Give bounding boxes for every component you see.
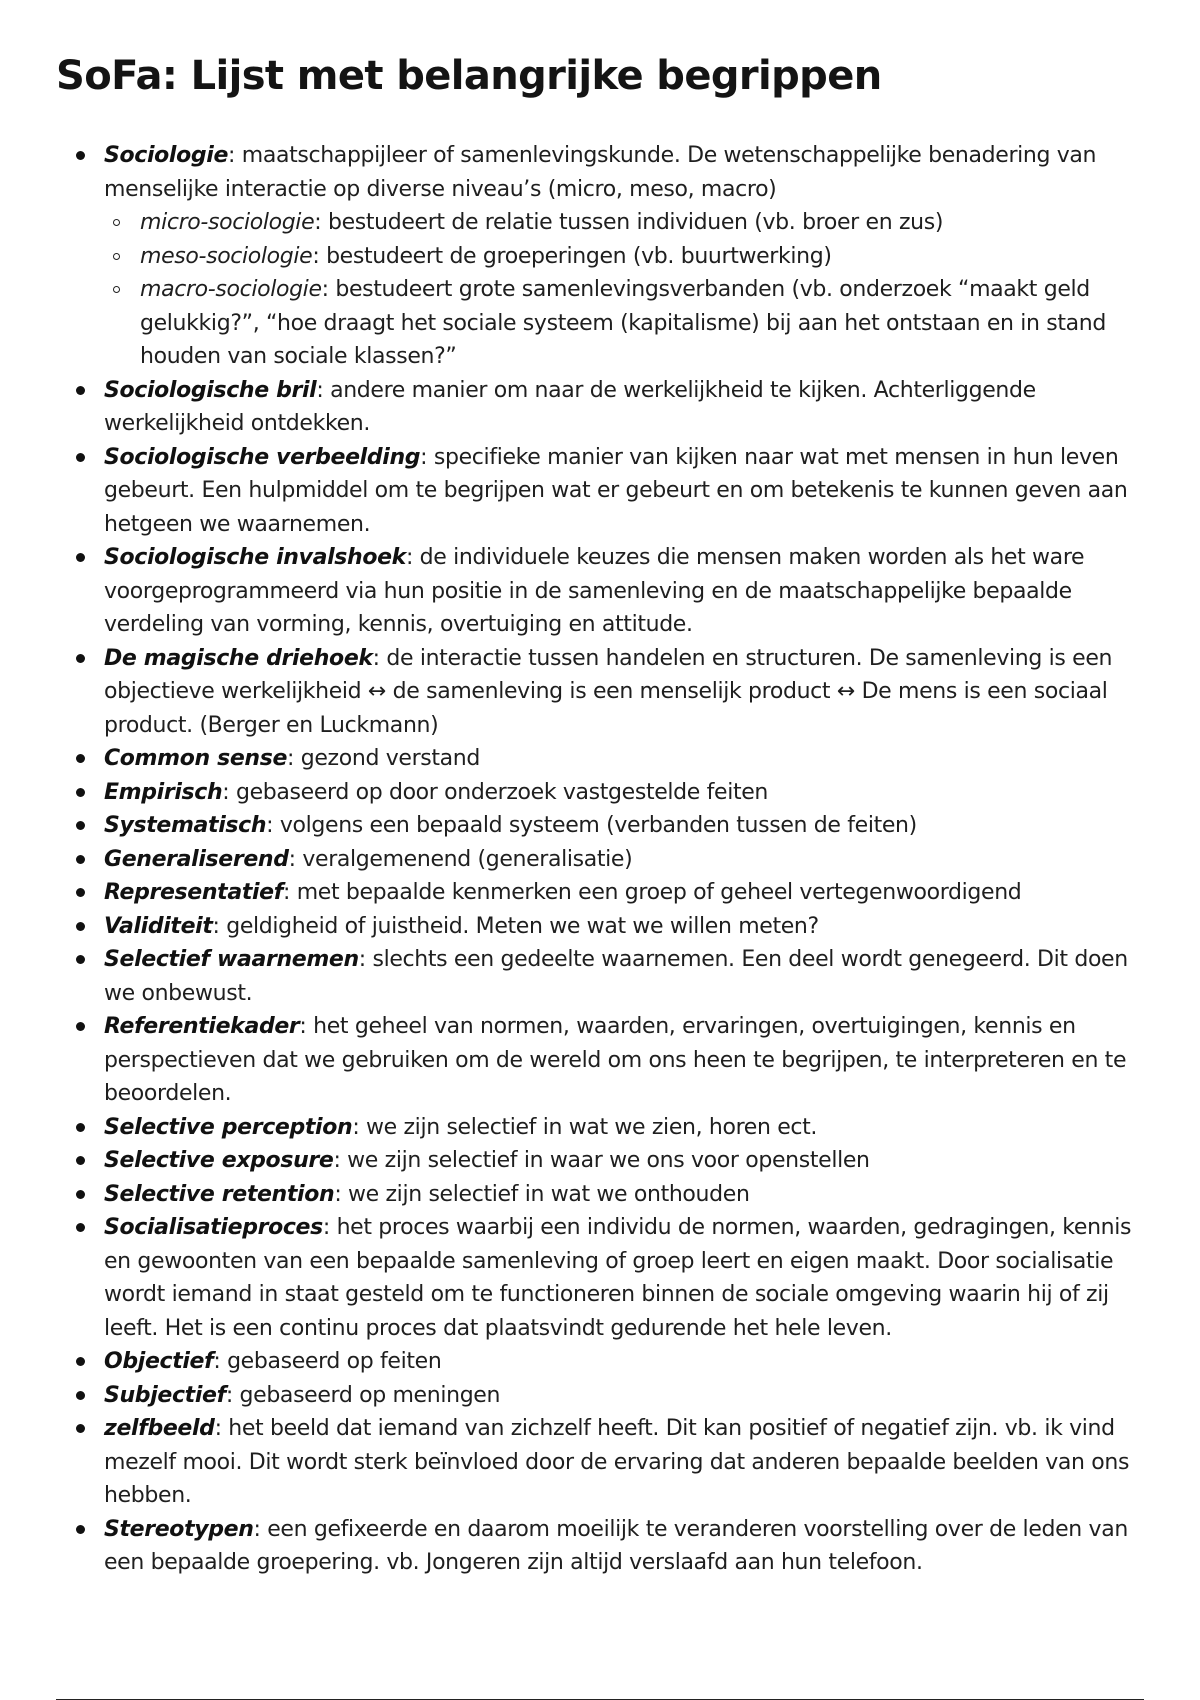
- bullet-icon: [76, 654, 85, 663]
- bullet-icon: [76, 1357, 85, 1366]
- term-label: Empirisch: [104, 779, 223, 805]
- term-label: De magische driehoek: [104, 645, 373, 671]
- bullet-icon: [76, 386, 85, 395]
- term-definition: : slechts een gedeelte waarnemen. Een deel wordt genegeerd. Dit doen we onbewust.: [104, 947, 1128, 1006]
- list-item: [58, 374, 1148, 441]
- bullet-icon: [76, 754, 85, 763]
- list-item: [58, 139, 1148, 374]
- term-definition: : met bepaalde kenmerken een groep of geheel vertegenwoordigend: [282, 880, 1022, 905]
- term-definition: : we zijn selectief in wat we onthouden: [334, 1181, 750, 1207]
- bullet-icon: [76, 1156, 85, 1165]
- term-definition: : het proces waarbij een individu de normen, waarden, gedragingen, kennis en gewoonten van een bepaalde samenleving of groep leert en eigen maakt. Door socialisatie wordt iemand in staat gesteld om te functioneren binnen de sociale omgeving waarin hij of zij leeft. Het is een continu proces dat plaatsvindt gedurende het hele leven.: [104, 1215, 1132, 1341]
- bullet-icon: [76, 453, 85, 462]
- term-definition: : gezond verstand: [287, 746, 480, 771]
- term-definition: : specifieke manier van kijken naar wat met mensen in hun leven gebeurt. Een hulpmiddel om te begrijpen wat er gebeurt en om betekenis te kunnen geven aan hetgeen we waarnemen.: [104, 444, 1128, 537]
- list-item: [58, 1144, 1148, 1178]
- list-item: [58, 910, 1148, 944]
- bullet-icon: [76, 922, 85, 931]
- term-label: Subjectief: [104, 1382, 226, 1408]
- sub-list-item: [104, 240, 1148, 274]
- sub-term-label: macro-sociologie: [140, 277, 322, 302]
- hollow-bullet-icon: [113, 253, 120, 260]
- term-label: Generaliserend: [104, 846, 289, 872]
- terms-list: [58, 139, 1148, 1580]
- bullet-icon: [76, 1123, 85, 1132]
- term-label: Systematisch: [104, 813, 267, 838]
- list-item: [58, 943, 1148, 1010]
- sub-term-definition: : bestudeert grote samenlevingsverbanden (vb. onderzoek “maakt geld gelukkig?”, “hoe draagt het sociale systeem (kapitalisme) bij aan het ontstaan en in stand houden van sociale klassen?”: [140, 277, 1106, 369]
- bullet-icon: [76, 855, 85, 864]
- term-label: Stereotypen: [104, 1516, 254, 1542]
- list-item: [58, 541, 1148, 642]
- bullet-icon: [76, 1223, 85, 1232]
- bullet-icon: [76, 821, 85, 830]
- list-item: [58, 843, 1148, 877]
- term-definition: : gebaseerd op feiten: [213, 1349, 442, 1374]
- bullet-icon: [76, 888, 85, 897]
- term-definition: : andere manier om naar de werkelijkheid te kijken. Achterliggende werkelijkheid ontdekken.: [104, 377, 1036, 436]
- list-item: [58, 809, 1148, 843]
- term-label: Selectief waarnemen: [104, 947, 359, 972]
- list-item: [58, 1178, 1148, 1212]
- bullet-icon: [76, 1190, 85, 1199]
- term-label: Sociologische bril: [104, 377, 317, 403]
- list-item: [58, 876, 1148, 910]
- term-label: Selective exposure: [104, 1148, 334, 1173]
- term-definition: : een gefixeerde en daarom moeilijk te veranderen voorstelling over de leden van een bepaalde groepering. vb. Jongeren zijn altijd verslaafd aan hun telefoon.: [104, 1516, 1128, 1575]
- term-label: Sociologie: [104, 143, 229, 168]
- list-item: [58, 1010, 1148, 1111]
- term-label: Representatief: [104, 880, 283, 905]
- term-definition: : het geheel van normen, waarden, ervaringen, overtuigingen, kennis en perspectieven dat we gebruiken om de wereld om ons heen te begrijpen, te interpreteren en te beoordelen.: [104, 1014, 1127, 1106]
- bullet-icon: [76, 955, 85, 964]
- list-item: [58, 1211, 1148, 1345]
- sub-list-item: [104, 273, 1148, 374]
- term-definition: : de interactie tussen handelen en structuren. De samenleving is een objectieve werkelijkheid ↔ de samenleving is een menselijk product ↔ De mens is een sociaal product. (Berger en Luckmann): [104, 645, 1113, 738]
- hollow-bullet-icon: [113, 286, 120, 293]
- term-definition: : maatschappijleer of samenlevingskunde. De wetenschappelijke benadering van menselijke interactie op diverse niveau’s (micro, meso, macro): [104, 143, 1097, 202]
- hollow-bullet-icon: [113, 219, 120, 226]
- sub-term-definition: : bestudeert de relatie tussen individuen (vb. broer en zus): [314, 210, 944, 235]
- list-item: [58, 1513, 1148, 1580]
- list-item: [58, 642, 1148, 743]
- term-definition: : het beeld dat iemand van zichzelf heeft. Dit kan positief of negatief zijn. vb. ik vind mezelf mooi. Dit wordt sterk beïnvloed door de ervaring dat anderen bepaalde beelden van ons hebben.: [104, 1416, 1130, 1508]
- bullet-icon: [76, 151, 85, 160]
- term-label: zelfbeeld: [104, 1416, 215, 1441]
- page-title: SoFa: Lijst met belangrijke begrippen: [56, 53, 882, 99]
- list-item: [58, 776, 1148, 810]
- term-label: Common sense: [104, 746, 288, 771]
- bullet-icon: [76, 788, 85, 797]
- term-definition: : gebaseerd op door onderzoek vastgestelde feiten: [222, 779, 769, 805]
- term-label: Selective retention: [104, 1181, 335, 1207]
- sub-term-definition: : bestudeert de groeperingen (vb. buurtwerking): [312, 243, 832, 269]
- sub-term-label: micro-sociologie: [140, 210, 315, 235]
- term-definition: : geldigheid of juistheid. Meten we wat we willen meten?: [212, 913, 819, 939]
- term-label: Socialisatieproces: [104, 1215, 323, 1240]
- term-label: Sociologische verbeelding: [104, 444, 421, 470]
- term-label: Validiteit: [104, 913, 213, 939]
- list-item: [58, 1412, 1148, 1513]
- list-item: [58, 1379, 1148, 1413]
- list-item: [58, 742, 1148, 776]
- term-label: Referentiekader: [104, 1014, 300, 1039]
- sub-term-label: meso-sociologie: [140, 243, 313, 269]
- bullet-icon: [76, 1525, 85, 1534]
- term-label: Selective perception: [104, 1114, 353, 1140]
- term-definition: : we zijn selectief in wat we zien, horen ect.: [352, 1114, 818, 1140]
- term-label: Sociologische invalshoek: [104, 545, 406, 570]
- list-item: [58, 1111, 1148, 1145]
- list-item: [58, 441, 1148, 542]
- sub-list: [104, 206, 1148, 374]
- bullet-icon: [76, 1391, 85, 1400]
- term-label: Objectief: [104, 1349, 214, 1374]
- bullet-icon: [76, 553, 85, 562]
- list-item: [58, 1345, 1148, 1379]
- sub-list-item: [104, 206, 1148, 240]
- term-definition: : gebaseerd op meningen: [225, 1382, 501, 1408]
- term-definition: : we zijn selectief in waar we ons voor openstellen: [333, 1148, 870, 1173]
- term-definition: : volgens een bepaald systeem (verbanden tussen de feiten): [266, 813, 917, 838]
- term-definition: : veralgemenend (generalisatie): [288, 846, 633, 872]
- bullet-icon: [76, 1424, 85, 1433]
- term-definition: : de individuele keuzes die mensen maken worden als het ware voorgeprogrammeerd via hun positie in de samenleving en de maatschappelijke bepaalde verdeling van vorming, kennis, overtuiging en attitude.: [104, 545, 1085, 637]
- bullet-icon: [76, 1022, 85, 1031]
